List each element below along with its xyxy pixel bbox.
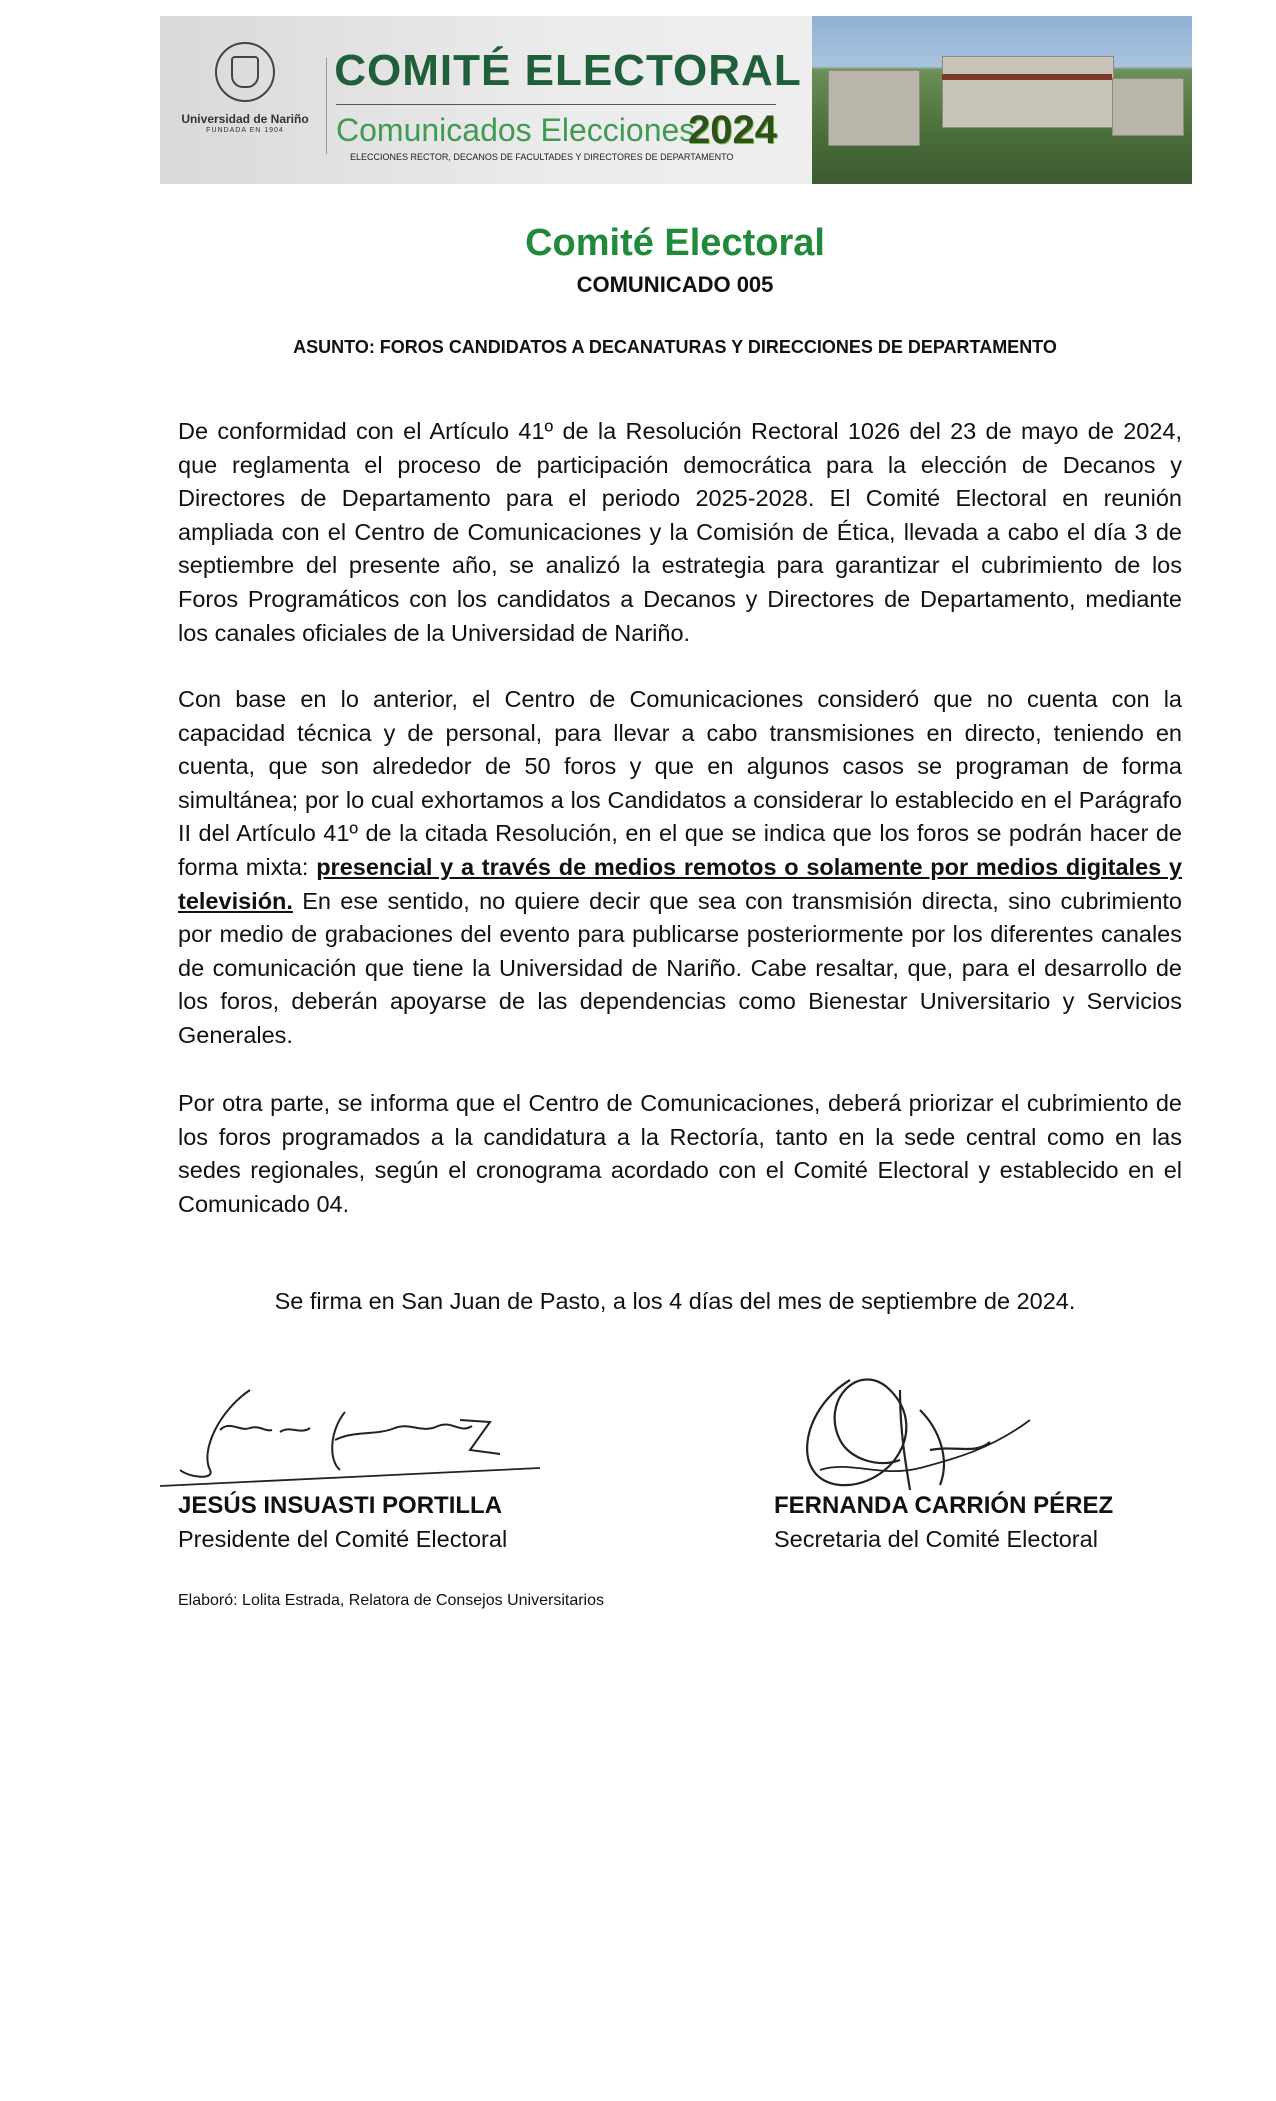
signer-left-role: Presidente del Comité Electoral [178,1526,508,1552]
paragraph-2-rest: En ese sentido, no quiere decir que sea con transmisión directa, sino cubrimiento por medio de grabaciones del evento para publicarse posteriormente por los diferentes canales de comunicación que tiene la Universidad de Nariño. Cabe resaltar, que, para el desarrollo de los foros, deberán apoyarse de las dependencias como Bienestar Universitario y Servicios Generales. [178,887,1182,1048]
banner-year: 2024 [688,108,777,152]
communique-number: COMUNICADO 005 [576,272,774,297]
banner-title: COMITÉ ELECTORAL [334,46,802,95]
paragraph-2-intro: Con base en lo anterior, el Centro de Comunicaciones consideró que no cuenta con la capacidad técnica y de personal, para llevar a cabo transmisiones en directo, teniendo en cuenta, que son alrededor de 50 foros y que en algunos casos se programan de forma simultánea; por lo cual exhortamos a los Candidatos a considerar lo establecido en el Parágrafo II del Artículo 41º de la citada Resolución, en el que se indica que los foros se podrán hacer de forma mixta: [178,686,1182,880]
paragraph-1: De conformidad con el Artículo 41º de la Resolución Rectoral 1026 del 23 de mayo de 2024, que reglamenta el proceso de participación democrática para la elección de Decanos y Directores de Departamento para el periodo 2025-2028. El Comité Electoral en reunión ampliada con el Centro de Comunicaciones y la Comisión de Ética, llevada a cabo el día 3 de septiembre del presente año, se analizó la estrategia para garantizar el cubrimiento de los Foros Programáticos con los candidatos a Decanos y Directores de Departamento, mediante los canales oficiales de la Universidad de Nariño. [178,418,1182,646]
signature-left-icon [160,1370,540,1500]
paragraph-2-emphasis: presencial y a través de medios remotos o solamente por medios digitales y televisión. [178,853,1182,914]
banner-subtitle: Comunicados Elecciones [336,112,696,148]
university-logo [180,42,310,172]
signer-right-role: Secretaria del Comité Electoral [774,1526,1098,1552]
paragraph-3: Por otra parte, se informa que el Centro de Comunicaciones, deberá priorizar el cubrimiento de los foros programados a la candidatura a la Rectoría, tanto en la sede central como en las sedes regionales, según el cronograma acordado con el Comité Electoral y establecido en el Comunicado 04. [178,1090,1182,1217]
signer-left-name: JESÚS INSUASTI PORTILLA [178,1492,503,1519]
prepared-by: Elaboró: Lolita Estrada, Relatora de Consejos Universitarios [178,1592,604,1609]
banner-title-rule [336,104,776,105]
document-heading: Comité Electoral [525,222,825,264]
building-shape [1112,78,1184,136]
banner-tagline: ELECCIONES RECTOR, DECANOS DE FACULTADES Y DIRECTORES DE DEPARTAMENTO [350,152,734,162]
signature-right-icon [780,1350,1040,1500]
building-stripe [942,74,1112,80]
building-shape [828,70,920,146]
campus-photo [812,16,1192,184]
paragraph-2 [178,683,1182,1053]
document-subject: ASUNTO: FOROS CANDIDATOS A DECANATURAS Y DIRECCIONES DE DEPARTAMENTO [293,337,1057,357]
building-shape [942,56,1114,128]
signature-place-date: Se firma en San Juan de Pasto, a los 4 días del mes de septiembre de 2024. [274,1288,1076,1314]
signer-right-name: FERNANDA CARRIÓN PÉREZ [774,1492,1114,1519]
university-founded: FUNDADA EN 1904 [206,127,284,134]
university-name: Universidad de Nariño [181,112,309,126]
university-seal-icon [215,42,275,102]
header-banner [160,16,1192,184]
